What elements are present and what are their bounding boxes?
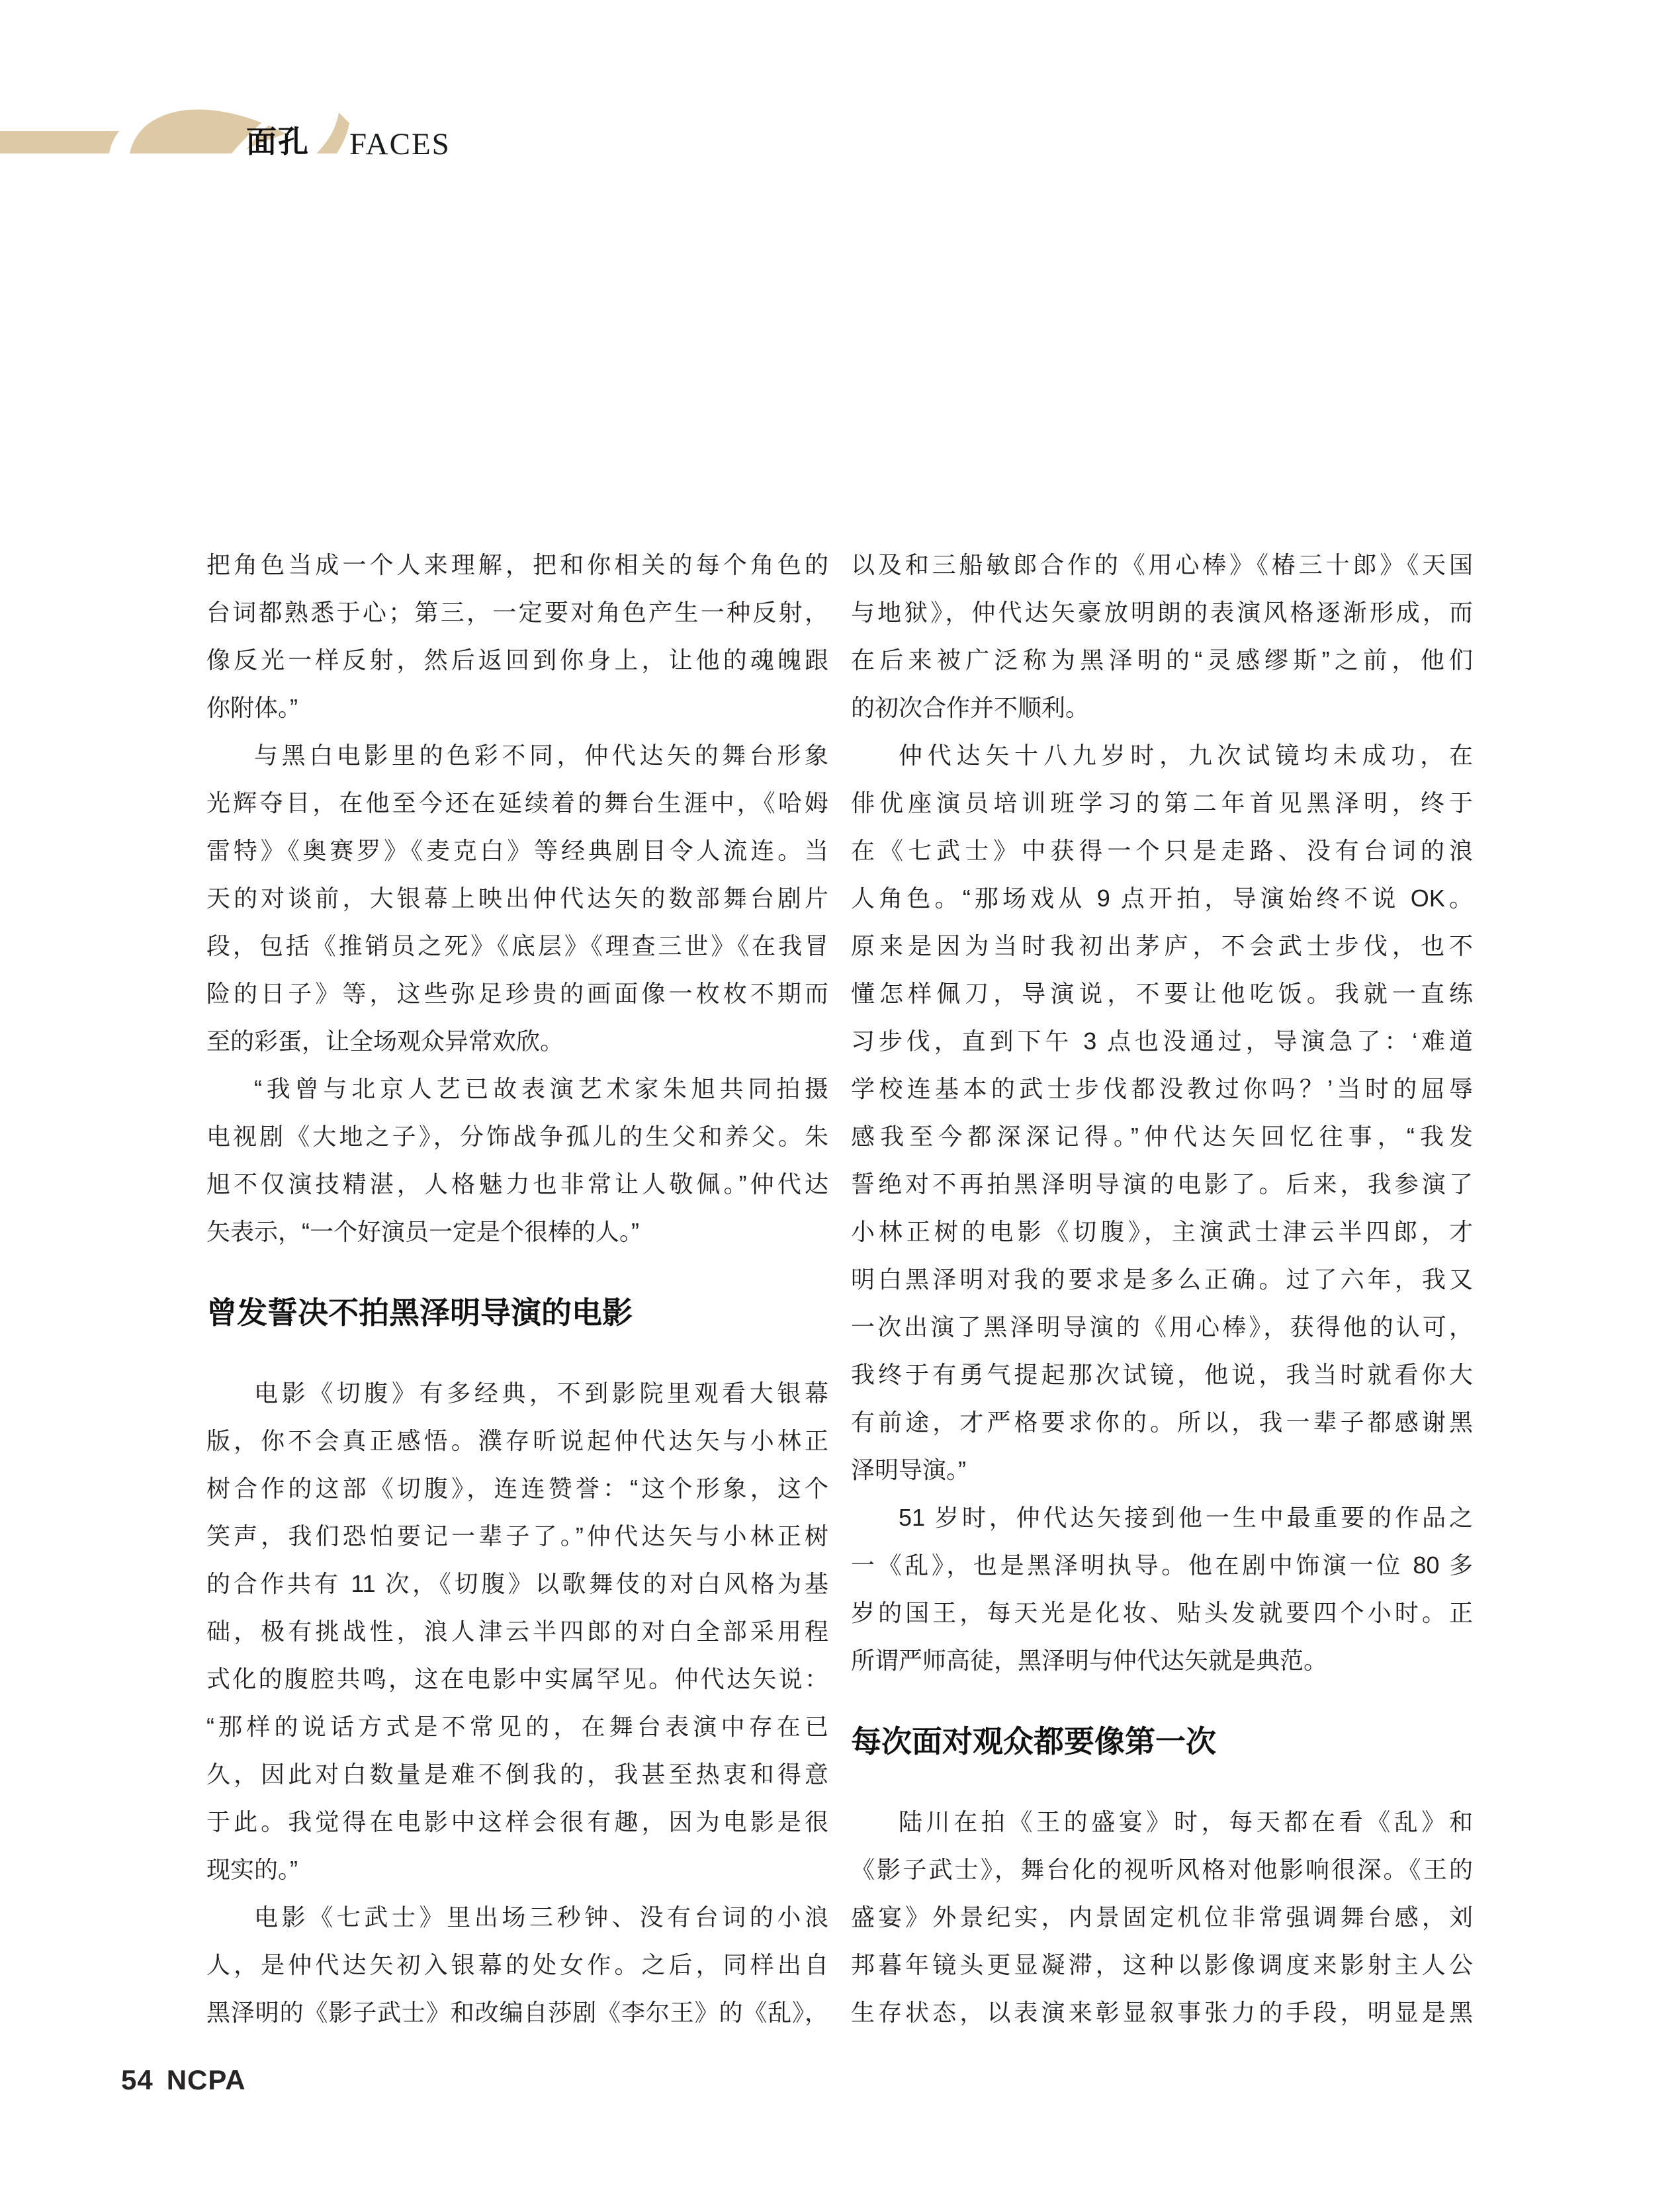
text-line: 础，极有挑战性，浪人津云半四郎的对白全部采用程 [206, 1618, 828, 1645]
paragraph [206, 732, 828, 1065]
magazine-name: NCPA [166, 2064, 246, 2095]
text-line: 《影子武士》，舞台化的视听风格对他影响很深。《王的 [851, 1856, 1473, 1883]
text-line: 懂怎样佩刀，导演说，不要让他吃饭。我就一直练 [851, 980, 1473, 1007]
text-line: 人角色。“那场戏从 9 点开拍，导演始终不说 OK。 [851, 885, 1473, 912]
text-line: 盛宴》外景纪实，内景固定机位非常强调舞台感，刘 [851, 1904, 1473, 1931]
text-line: 与地狱》，仲代达矢豪放明朗的表演风格逐渐形成，而 [851, 599, 1473, 626]
text-line: 所谓严师高徒，黑泽明与仲代达矢就是典范。 [851, 1647, 1328, 1674]
text-line: 邦暮年镜头更显凝滞，这种以影像调度来影射主人公 [851, 1951, 1473, 1978]
text-line: 有前途，才严格要求你的。所以，我一辈子都感谢黑 [851, 1409, 1473, 1436]
header-small-swoosh-shape [316, 112, 349, 153]
text-line: 的合作共有 11 次，《切腹》以歌舞伎的对白风格为基 [206, 1570, 828, 1597]
text-line: 现实的。” [206, 1856, 298, 1883]
text-line: 誓绝对不再拍黑泽明导演的电影了。后来，我参演了 [851, 1170, 1473, 1198]
text-line: 泽明导演。” [851, 1456, 966, 1483]
text-line: 像反光一样反射，然后返回到你身上，让他的魂魄跟 [206, 646, 828, 674]
text-line: 小林正树的电影《切腹》，主演武士津云半四郎，才 [851, 1218, 1473, 1245]
text-line: 台词都熟悉于心；第三，一定要对角色产生一种反射， [206, 599, 828, 626]
text-line: 久，因此对白数量是难不倒我的，我甚至热衷和得意 [206, 1761, 828, 1788]
text-line: “我曾与北京人艺已故表演艺术家朱旭共同拍摄 [254, 1075, 828, 1102]
text-line: 陆川在拍《王的盛宴》时，每天都在看《乱》和 [899, 1808, 1473, 1835]
text-line: 原来是因为当时我初出茅庐，不会武士步伐，也不 [851, 932, 1473, 959]
text-line: 黑泽明的《影子武士》和改编自莎剧《李尔王》的《乱》， [206, 1999, 828, 2026]
text-line: 与黑白电影里的色彩不同，仲代达矢的舞台形象 [254, 742, 828, 769]
text-line: 的初次合作并不顺利。 [851, 694, 1090, 721]
text-line: 以及和三船敏郎合作的《用心棒》《椿三十郎》《天国 [851, 551, 1473, 578]
text-line: 矢表示，“一个好演员一定是个很棒的人。” [206, 1218, 639, 1245]
text-line: 把角色当成一个人来理解，把和你相关的每个角色的 [206, 551, 828, 578]
text-line: 你附体。” [206, 694, 298, 721]
paragraph [851, 541, 1473, 732]
text-line: 我终于有勇气提起那次试镜，他说，我当时就看你大 [851, 1361, 1473, 1388]
text-line: 电影《七武士》里出场三秒钟、没有台词的小浪 [254, 1904, 828, 1931]
text-line: 光辉夺目，在他至今还在延续着的舞台生涯中，《哈姆 [206, 789, 828, 816]
paragraph [206, 1894, 828, 2036]
text-line: 于此。我觉得在电影中这样会很有趣，因为电影是很 [206, 1808, 828, 1835]
text-line: 电影《切腹》有多经典，不到影院里观看大银幕 [254, 1379, 828, 1407]
paragraph [206, 1065, 828, 1256]
text-line: 生存状态，以表演来彰显叙事张力的手段，明显是黑 [851, 1999, 1473, 2026]
paragraph [851, 1798, 1473, 2036]
text-line: 旭不仅演技精湛，人格魅力也非常让人敬佩。”仲代达 [206, 1170, 828, 1198]
text-line: 险的日子》等，这些弥足珍贵的画面像一枚枚不期而 [206, 980, 828, 1007]
text-line: 岁的国王，每天光是化妆、贴头发就要四个小时。正 [851, 1599, 1473, 1626]
paragraph [851, 1494, 1473, 1685]
text-line: 仲代达矢十八九岁时，九次试镜均未成功，在 [899, 742, 1473, 769]
text-column-right [851, 541, 1473, 2036]
text-line: 电视剧《大地之子》，分饰战争孤儿的生父和养父。朱 [206, 1123, 828, 1150]
text-line: 雷特》《奥赛罗》《麦克白》等经典剧目令人流连。当 [206, 837, 828, 864]
text-line: 在《七武士》中获得一个只是走路、没有台词的浪 [851, 837, 1473, 864]
text-line: 一次出演了黑泽明导演的《用心棒》，获得他的认可， [851, 1313, 1473, 1340]
paragraph [206, 1370, 828, 1894]
text-line: 天的对谈前，大银幕上映出仲代达矢的数部舞台剧片 [206, 885, 828, 912]
text-line: 树合作的这部《切腹》，连连赞誉：“这个形象，这个 [206, 1475, 828, 1502]
text-line: 俳优座演员培训班学习的第二年首见黑泽明，终于 [851, 789, 1473, 816]
text-line: 笑声，我们恐怕要记一辈子了。”仲代达矢与小林正树 [206, 1522, 828, 1550]
text-line: 段，包括《推销员之死》《底层》《理查三世》《在我冒 [206, 932, 828, 959]
header-bar-shape [0, 131, 119, 153]
text-line: 感我至今都深深记得。”仲代达矢回忆往事，“我发 [851, 1123, 1473, 1150]
paragraph [851, 732, 1473, 1494]
text-line: 习步伐，直到下午 3 点也没通过，导演急了：‘难道 [851, 1028, 1473, 1055]
text-line: 学校连基本的武士步伐都没教过你吗？’当时的屈辱 [851, 1075, 1473, 1102]
text-line: 式化的腹腔共鸣，这在电影中实属罕见。仲代达矢说： [206, 1665, 828, 1692]
paragraph [206, 541, 828, 732]
text-line: 人，是仲代达矢初入银幕的处女作。之后，同样出自 [206, 1951, 828, 1978]
text-line: “那样的说话方式是不常见的，在舞台表演中存在已 [206, 1713, 828, 1740]
section-title-english: FACES [349, 127, 451, 161]
text-line: 一《乱》，也是黑泽明执导。他在剧中饰演一位 80 多 [851, 1552, 1473, 1579]
page-footer [121, 2063, 246, 2097]
page-number: 54 [121, 2064, 154, 2095]
text-column-left [206, 541, 828, 2036]
text-line: 明白黑泽明对我的要求是多么正确。过了六年，我又 [851, 1266, 1473, 1293]
section-heading: 曾发誓决不拍黑泽明导演的电影 [206, 1295, 633, 1330]
section-heading: 每次面对观众都要像第一次 [851, 1724, 1216, 1759]
text-line: 至的彩蛋，让全场观众异常欢欣。 [206, 1028, 564, 1055]
section-title-chinese: 面孔 [246, 124, 310, 159]
text-line: 51 岁时，仲代达矢接到他一生中最重要的作品之 [899, 1504, 1473, 1531]
text-line: 在后来被广泛称为黑泽明的“灵感缪斯”之前，他们 [851, 646, 1473, 674]
text-line: 版，你不会真正感悟。濮存昕说起仲代达矢与小林正 [206, 1427, 828, 1454]
